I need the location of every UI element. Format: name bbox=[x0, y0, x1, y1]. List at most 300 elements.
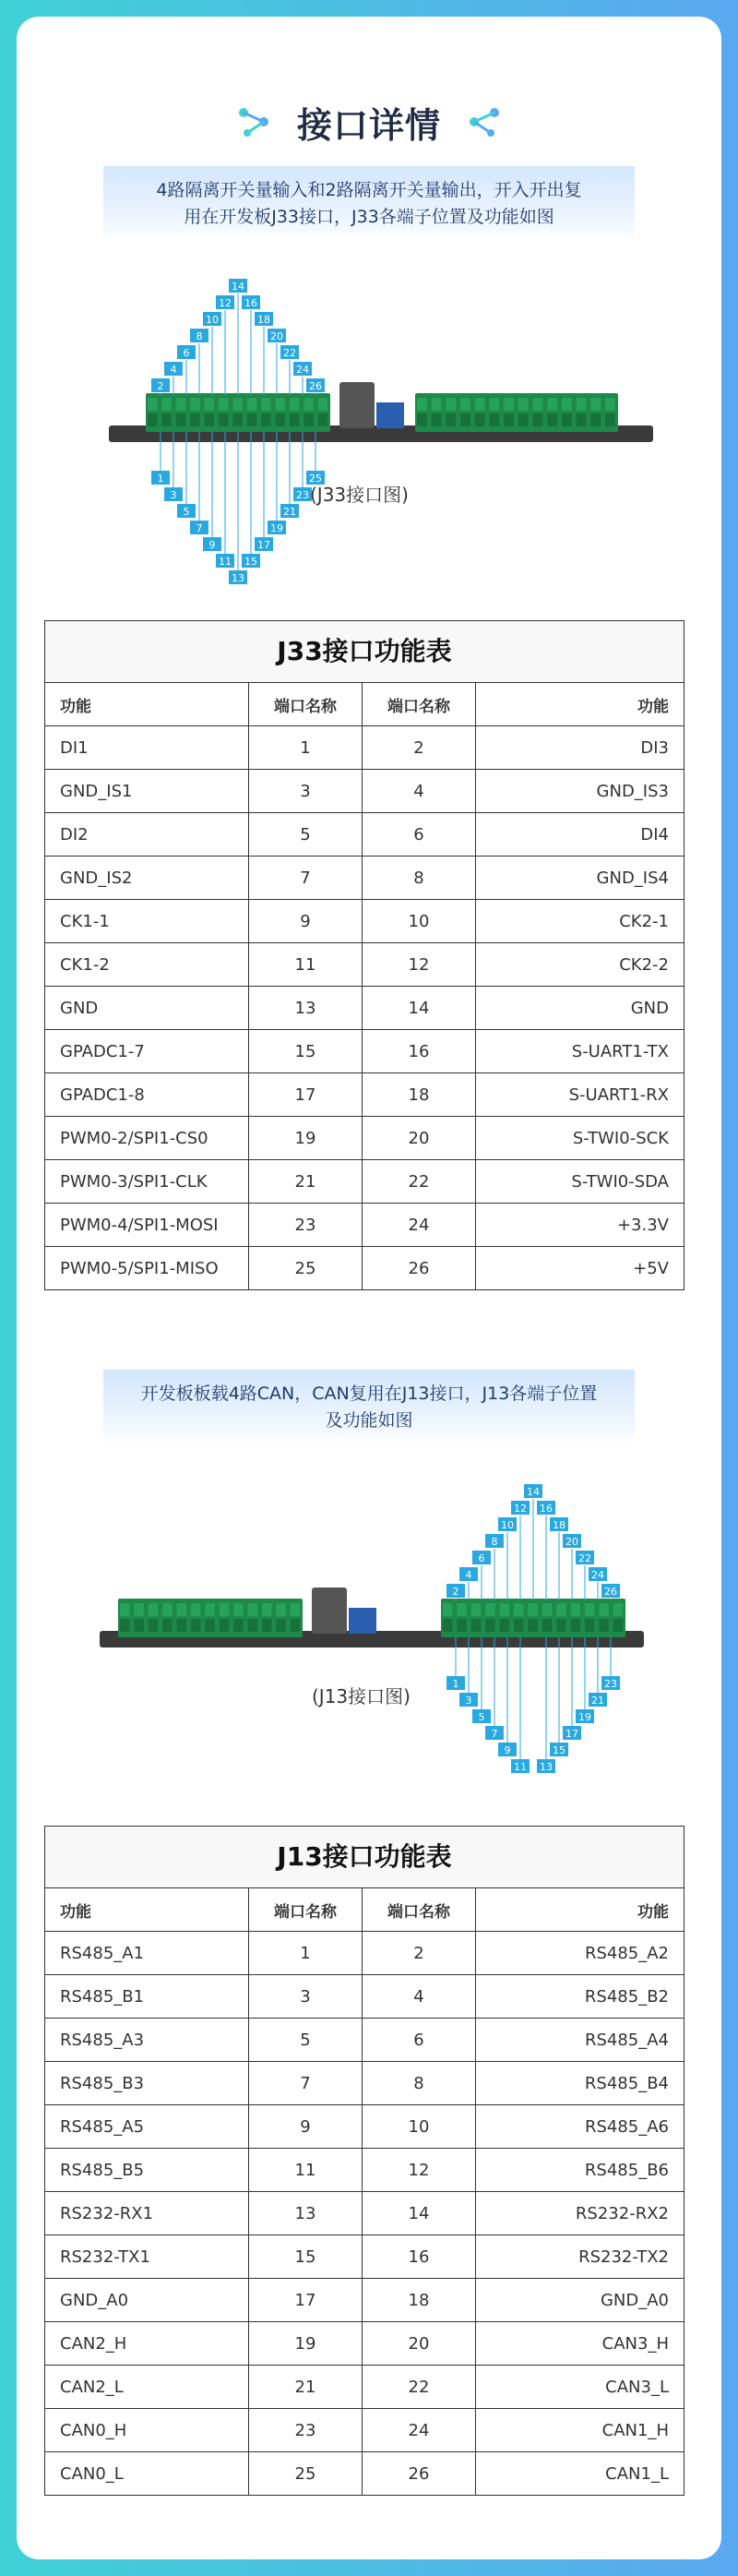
pin-label: 12 bbox=[514, 1503, 527, 1515]
terminal-slot bbox=[446, 413, 456, 426]
terminal-slot bbox=[443, 1619, 452, 1632]
terminal-slot bbox=[504, 398, 514, 411]
terminal-slot bbox=[457, 1619, 466, 1632]
port-left-cell: 11 bbox=[249, 943, 363, 987]
pin-label: 6 bbox=[478, 1552, 485, 1564]
port-right-cell: 2 bbox=[363, 1932, 476, 1975]
terminal-slot bbox=[577, 398, 587, 411]
component-port bbox=[349, 1608, 376, 1634]
terminal-slot bbox=[134, 1619, 143, 1632]
j13-table-header-row bbox=[45, 1888, 684, 1932]
terminal-slot bbox=[533, 398, 543, 411]
terminal-slot bbox=[514, 1603, 523, 1616]
pin-label: 14 bbox=[232, 281, 244, 293]
molecule-icon-left bbox=[236, 103, 273, 140]
pin-label: 24 bbox=[296, 364, 309, 376]
function-left-cell: GND_IS2 bbox=[45, 857, 249, 900]
table-row bbox=[45, 726, 684, 770]
port-left-cell: 21 bbox=[249, 1160, 363, 1204]
pin-label: 2 bbox=[452, 1586, 459, 1598]
pin-label: 13 bbox=[540, 1761, 553, 1773]
function-left-cell: RS232-TX1 bbox=[45, 2235, 249, 2279]
port-left-cell: 5 bbox=[249, 813, 363, 857]
terminal-slot bbox=[162, 1619, 172, 1632]
terminal-slot bbox=[460, 413, 470, 426]
function-left-cell: GND_IS1 bbox=[45, 770, 249, 813]
port-left-cell: 19 bbox=[249, 1117, 363, 1160]
section1-note-line2: 用在开发板J33接口，J33各端子位置及功能如图 bbox=[184, 207, 554, 227]
port-right-cell: 26 bbox=[363, 1247, 476, 1290]
terminal-slot bbox=[233, 1603, 243, 1616]
terminal-slot bbox=[542, 1619, 552, 1632]
terminal-slot bbox=[176, 413, 185, 426]
port-left-cell: 7 bbox=[249, 857, 363, 900]
terminal-slot bbox=[590, 413, 601, 426]
pin-label: 6 bbox=[183, 347, 190, 359]
function-right-cell: CK2-1 bbox=[476, 900, 684, 943]
terminal-slot bbox=[191, 1603, 200, 1616]
port-right-cell: 10 bbox=[363, 2105, 476, 2149]
j13-function-table bbox=[44, 1826, 684, 2496]
j13-bottom-pin-labels bbox=[446, 1637, 620, 1773]
header-port-left: 端口名称 bbox=[249, 683, 363, 726]
terminal-slot bbox=[232, 413, 242, 426]
function-left-cell: RS232-RX1 bbox=[45, 2192, 249, 2235]
function-right-cell: RS485_B2 bbox=[476, 1975, 684, 2019]
pin-label: 8 bbox=[196, 330, 203, 342]
function-right-cell: DI4 bbox=[476, 813, 684, 857]
terminal-slot bbox=[443, 1603, 452, 1616]
terminal-slot bbox=[219, 398, 228, 411]
header-port-right: 端口名称 bbox=[363, 683, 476, 726]
terminal-slot bbox=[490, 398, 500, 411]
port-right-cell: 20 bbox=[363, 2322, 476, 2366]
terminal-slot bbox=[518, 398, 529, 411]
port-left-cell: 17 bbox=[249, 2279, 363, 2322]
terminal-slot bbox=[276, 398, 285, 411]
table-row bbox=[45, 1030, 684, 1073]
section1-note bbox=[103, 166, 635, 242]
terminal-slot bbox=[177, 1619, 186, 1632]
terminal-slot bbox=[599, 1603, 608, 1616]
port-right-cell: 16 bbox=[363, 2235, 476, 2279]
header-function-left: 功能 bbox=[45, 1888, 249, 1932]
terminal-slot bbox=[276, 413, 285, 426]
terminal-slot bbox=[134, 1603, 143, 1616]
pin-label: 26 bbox=[309, 380, 322, 392]
function-right-cell: GND_IS3 bbox=[476, 770, 684, 813]
terminal-slot bbox=[556, 1603, 565, 1616]
terminal-slot bbox=[533, 413, 543, 426]
pin-label: 9 bbox=[208, 539, 216, 551]
port-left-cell: 9 bbox=[249, 2105, 363, 2149]
terminal-slot bbox=[500, 1619, 509, 1632]
terminal-slot bbox=[475, 398, 485, 411]
j33-caption: (J33接口图) bbox=[310, 484, 409, 506]
port-left-cell: 1 bbox=[249, 1932, 363, 1975]
port-right-cell: 18 bbox=[363, 2279, 476, 2322]
terminal-slot bbox=[318, 413, 327, 426]
pin-label: 23 bbox=[296, 489, 309, 501]
terminal-slot bbox=[432, 413, 442, 426]
port-left-cell: 15 bbox=[249, 2235, 363, 2279]
molecule-icon-right bbox=[465, 103, 502, 140]
j33-bottom-pin-labels bbox=[151, 432, 325, 584]
section2-note-line2: 及功能如图 bbox=[325, 1410, 413, 1431]
pin-label: 4 bbox=[465, 1569, 472, 1581]
pin-label: 2 bbox=[157, 380, 164, 392]
function-left-cell: PWM0-2/SPI1-CS0 bbox=[45, 1117, 249, 1160]
function-right-cell: CAN3_H bbox=[476, 2322, 684, 2366]
terminal-slot bbox=[457, 1603, 466, 1616]
port-left-cell: 25 bbox=[249, 1247, 363, 1290]
port-left-cell: 23 bbox=[249, 2409, 363, 2452]
function-left-cell: CAN2_L bbox=[45, 2366, 249, 2409]
terminal-slot bbox=[219, 413, 228, 426]
pin-label: 22 bbox=[283, 347, 296, 359]
terminal-slot bbox=[120, 1603, 129, 1616]
table-row bbox=[45, 2322, 684, 2366]
port-left-cell: 13 bbox=[249, 987, 363, 1030]
function-right-cell: GND_A0 bbox=[476, 2279, 684, 2322]
function-right-cell: +3.3V bbox=[476, 1204, 684, 1247]
terminal-slot bbox=[417, 398, 427, 411]
port-right-cell: 12 bbox=[363, 943, 476, 987]
terminal-slot bbox=[605, 413, 615, 426]
pin-label: 18 bbox=[257, 314, 270, 326]
function-left-cell: GND bbox=[45, 987, 249, 1030]
pin-label: 23 bbox=[604, 1678, 617, 1690]
function-right-cell: S-UART1-TX bbox=[476, 1030, 684, 1073]
terminal-slot bbox=[605, 398, 615, 411]
table-row bbox=[45, 2452, 684, 2496]
terminal-slot bbox=[261, 398, 270, 411]
pin-label: 1 bbox=[452, 1678, 459, 1690]
terminal-slot bbox=[148, 413, 157, 426]
terminal-slot bbox=[176, 398, 185, 411]
table-row bbox=[45, 2105, 684, 2149]
port-left-cell: 7 bbox=[249, 2062, 363, 2105]
terminal-slot bbox=[556, 1619, 565, 1632]
terminal-slot bbox=[471, 1619, 481, 1632]
j33-table-title: J33接口功能表 bbox=[44, 620, 684, 682]
pin-label: 25 bbox=[309, 473, 322, 485]
table-row bbox=[45, 2279, 684, 2322]
terminal-slot bbox=[547, 413, 557, 426]
function-left-cell: RS485_B1 bbox=[45, 1975, 249, 2019]
port-left-cell: 19 bbox=[249, 2322, 363, 2366]
function-right-cell: RS485_A6 bbox=[476, 2105, 684, 2149]
function-left-cell: PWM0-5/SPI1-MISO bbox=[45, 1247, 249, 1290]
terminal-slot bbox=[290, 413, 299, 426]
section2-note-line1: 开发板板载4路CAN，CAN复用在J13接口，J13各端子位置 bbox=[140, 1384, 598, 1404]
terminal-slot bbox=[528, 1603, 537, 1616]
pin-label: 13 bbox=[232, 572, 244, 584]
port-left-cell: 23 bbox=[249, 1204, 363, 1247]
second-terminal-block bbox=[415, 393, 618, 432]
terminal-slot bbox=[417, 413, 427, 426]
function-right-cell: S-TWI0-SDA bbox=[476, 1160, 684, 1204]
function-left-cell: GPADC1-7 bbox=[45, 1030, 249, 1073]
terminal-slot bbox=[518, 413, 529, 426]
terminal-slot bbox=[291, 1603, 300, 1616]
j33-board-illustration bbox=[90, 273, 662, 624]
pin-label: 20 bbox=[565, 1536, 578, 1548]
j13-caption: (J13接口图) bbox=[312, 1685, 411, 1707]
header-function-left: 功能 bbox=[45, 683, 249, 726]
component-chip bbox=[339, 382, 375, 428]
function-right-cell: RS485_B4 bbox=[476, 2062, 684, 2105]
page-title: 接口详情 bbox=[296, 104, 441, 146]
table-row bbox=[45, 813, 684, 857]
terminal-slot bbox=[120, 1619, 129, 1632]
pin-label: 7 bbox=[491, 1728, 498, 1740]
terminal-slot bbox=[162, 1603, 172, 1616]
function-right-cell: CK2-2 bbox=[476, 943, 684, 987]
terminal-slot bbox=[514, 1619, 523, 1632]
terminal-slot bbox=[220, 1603, 229, 1616]
port-left-cell: 1 bbox=[249, 726, 363, 770]
port-left-cell: 5 bbox=[249, 2019, 363, 2062]
pin-label: 19 bbox=[578, 1711, 591, 1723]
port-left-cell: 3 bbox=[249, 770, 363, 813]
pin-label: 17 bbox=[257, 539, 270, 551]
table-row bbox=[45, 2235, 684, 2279]
terminal-slot bbox=[276, 1603, 285, 1616]
terminal-slot bbox=[500, 1603, 509, 1616]
pin-label: 10 bbox=[206, 314, 219, 326]
port-right-cell: 8 bbox=[363, 2062, 476, 2105]
terminal-slot bbox=[577, 413, 587, 426]
terminal-slot bbox=[161, 398, 171, 411]
terminal-slot bbox=[585, 1619, 594, 1632]
function-right-cell: RS232-TX2 bbox=[476, 2235, 684, 2279]
terminal-slot bbox=[233, 1619, 243, 1632]
table-row bbox=[45, 900, 684, 943]
terminal-slot bbox=[446, 398, 456, 411]
pin-label: 11 bbox=[514, 1761, 527, 1773]
terminal-slot bbox=[161, 413, 171, 426]
port-right-cell: 6 bbox=[363, 813, 476, 857]
port-right-cell: 22 bbox=[363, 1160, 476, 1204]
table-row bbox=[45, 1117, 684, 1160]
table-row bbox=[45, 1975, 684, 2019]
section1-note-line1: 4路隔离开关量输入和2路隔离开关量输出，开入开出复 bbox=[156, 180, 582, 200]
table-row bbox=[45, 1932, 684, 1975]
function-left-cell: PWM0-3/SPI1-CLK bbox=[45, 1160, 249, 1204]
terminal-slot bbox=[232, 398, 242, 411]
terminal-slot bbox=[485, 1619, 494, 1632]
table-row bbox=[45, 2192, 684, 2235]
table-row bbox=[45, 1073, 684, 1117]
terminal-slot bbox=[318, 398, 327, 411]
function-right-cell: RS485_A4 bbox=[476, 2019, 684, 2062]
terminal-slot bbox=[191, 1619, 200, 1632]
function-right-cell: DI3 bbox=[476, 726, 684, 770]
pin-label: 3 bbox=[465, 1695, 472, 1707]
section2-note bbox=[103, 1370, 635, 1445]
terminal-slot bbox=[504, 413, 514, 426]
terminal-slot bbox=[291, 1619, 300, 1632]
function-left-cell: CK1-1 bbox=[45, 900, 249, 943]
terminal-slot bbox=[571, 1619, 580, 1632]
pin-label: 26 bbox=[604, 1586, 617, 1598]
function-left-cell: CK1-2 bbox=[45, 943, 249, 987]
function-left-cell: RS485_A1 bbox=[45, 1932, 249, 1975]
pin-label: 19 bbox=[270, 522, 283, 534]
port-left-cell: 25 bbox=[249, 2452, 363, 2496]
port-left-cell: 17 bbox=[249, 1073, 363, 1117]
function-left-cell: PWM0-4/SPI1-MOSI bbox=[45, 1204, 249, 1247]
function-left-cell: RS485_A5 bbox=[45, 2105, 249, 2149]
pin-label: 24 bbox=[591, 1569, 604, 1581]
j33-function-table bbox=[44, 620, 684, 1290]
pin-label: 10 bbox=[501, 1519, 514, 1531]
terminal-slot bbox=[262, 1603, 271, 1616]
header-port-right: 端口名称 bbox=[363, 1888, 476, 1932]
terminal-slot bbox=[149, 1619, 158, 1632]
terminal-slot bbox=[261, 413, 270, 426]
port-right-cell: 4 bbox=[363, 1975, 476, 2019]
j13-board-illustration bbox=[90, 1479, 662, 1829]
terminal-slot bbox=[542, 1603, 552, 1616]
pin-label: 3 bbox=[170, 489, 177, 501]
table-row bbox=[45, 2019, 684, 2062]
port-right-cell: 22 bbox=[363, 2366, 476, 2409]
function-left-cell: GPADC1-8 bbox=[45, 1073, 249, 1117]
terminal-slot bbox=[177, 1603, 186, 1616]
terminal-slot bbox=[460, 398, 470, 411]
terminal-slot bbox=[547, 398, 557, 411]
terminal-slot bbox=[562, 413, 572, 426]
terminal-slot bbox=[262, 1619, 271, 1632]
function-right-cell: RS232-RX2 bbox=[476, 2192, 684, 2235]
terminal-slot bbox=[528, 1619, 537, 1632]
function-left-cell: CAN0_L bbox=[45, 2452, 249, 2496]
function-right-cell: S-TWI0-SCK bbox=[476, 1117, 684, 1160]
pin-label: 4 bbox=[170, 364, 177, 376]
terminal-slot bbox=[304, 413, 313, 426]
j13-table-title: J13接口功能表 bbox=[44, 1826, 684, 1887]
terminal-slot bbox=[590, 398, 601, 411]
table-row bbox=[45, 1204, 684, 1247]
header-port-left: 端口名称 bbox=[249, 1888, 363, 1932]
terminal-slot bbox=[247, 413, 256, 426]
port-right-cell: 18 bbox=[363, 1073, 476, 1117]
header-function-right: 功能 bbox=[476, 683, 684, 726]
pin-label: 12 bbox=[219, 297, 232, 309]
port-right-cell: 20 bbox=[363, 1117, 476, 1160]
pin-label: 14 bbox=[527, 1486, 540, 1498]
port-right-cell: 16 bbox=[363, 1030, 476, 1073]
function-left-cell: RS485_B3 bbox=[45, 2062, 249, 2105]
terminal-slot bbox=[190, 413, 199, 426]
terminal-slot bbox=[248, 1619, 257, 1632]
function-left-cell: RS485_B5 bbox=[45, 2149, 249, 2192]
table-row bbox=[45, 987, 684, 1030]
title-row bbox=[17, 94, 721, 150]
pin-label: 16 bbox=[540, 1503, 553, 1515]
pin-label: 21 bbox=[591, 1695, 604, 1707]
terminal-slot bbox=[276, 1619, 285, 1632]
terminal-slot bbox=[613, 1603, 623, 1616]
pin-label: 1 bbox=[157, 473, 164, 485]
terminal-slot bbox=[432, 398, 442, 411]
function-left-cell: DI1 bbox=[45, 726, 249, 770]
terminal-slot bbox=[490, 413, 500, 426]
terminal-slot bbox=[149, 1603, 158, 1616]
terminal-slot bbox=[571, 1603, 580, 1616]
terminal-slot bbox=[148, 398, 157, 411]
terminal-slot bbox=[485, 1603, 494, 1616]
function-right-cell: S-UART1-RX bbox=[476, 1073, 684, 1117]
port-right-cell: 4 bbox=[363, 770, 476, 813]
function-right-cell: GND_IS4 bbox=[476, 857, 684, 900]
function-right-cell: +5V bbox=[476, 1247, 684, 1290]
function-left-cell: CAN2_H bbox=[45, 2322, 249, 2366]
table-row bbox=[45, 2409, 684, 2452]
function-right-cell: CAN3_L bbox=[476, 2366, 684, 2409]
table-row bbox=[45, 2149, 684, 2192]
component-port bbox=[376, 402, 404, 428]
port-right-cell: 8 bbox=[363, 857, 476, 900]
port-right-cell: 14 bbox=[363, 2192, 476, 2235]
pin-label: 5 bbox=[183, 506, 190, 518]
port-right-cell: 2 bbox=[363, 726, 476, 770]
pin-label: 16 bbox=[244, 297, 257, 309]
pin-label: 11 bbox=[219, 556, 232, 568]
content-card bbox=[17, 17, 721, 2559]
port-right-cell: 6 bbox=[363, 2019, 476, 2062]
pin-label: 9 bbox=[504, 1744, 511, 1756]
terminal-slot bbox=[205, 413, 214, 426]
function-right-cell: CAN1_H bbox=[476, 2409, 684, 2452]
terminal-slot bbox=[190, 398, 199, 411]
port-right-cell: 14 bbox=[363, 987, 476, 1030]
port-left-cell: 3 bbox=[249, 1975, 363, 2019]
terminal-slot bbox=[599, 1619, 608, 1632]
header-function-right: 功能 bbox=[476, 1888, 684, 1932]
j33-top-pin-labels bbox=[151, 279, 325, 395]
function-left-cell: RS485_A3 bbox=[45, 2019, 249, 2062]
terminal-slot bbox=[562, 398, 572, 411]
function-left-cell: DI2 bbox=[45, 813, 249, 857]
pin-label: 21 bbox=[283, 506, 296, 518]
pin-label: 5 bbox=[478, 1711, 485, 1723]
table-row bbox=[45, 2062, 684, 2105]
terminal-slot bbox=[290, 398, 299, 411]
function-right-cell: CAN1_L bbox=[476, 2452, 684, 2496]
pin-label: 15 bbox=[553, 1744, 565, 1756]
terminal-slot bbox=[205, 398, 214, 411]
j13-top-pin-labels bbox=[446, 1484, 620, 1600]
table-row bbox=[45, 943, 684, 987]
port-right-cell: 24 bbox=[363, 1204, 476, 1247]
port-right-cell: 12 bbox=[363, 2149, 476, 2192]
terminal-slot bbox=[205, 1619, 214, 1632]
function-right-cell: RS485_B6 bbox=[476, 2149, 684, 2192]
pin-label: 20 bbox=[270, 330, 283, 342]
pin-label: 8 bbox=[491, 1536, 498, 1548]
terminal-slot bbox=[220, 1619, 229, 1632]
pin-label: 15 bbox=[244, 556, 257, 568]
function-left-cell: GND_A0 bbox=[45, 2279, 249, 2322]
terminal-slot bbox=[205, 1603, 214, 1616]
pin-label: 22 bbox=[578, 1552, 591, 1564]
terminal-slot bbox=[471, 1603, 481, 1616]
port-left-cell: 15 bbox=[249, 1030, 363, 1073]
function-left-cell: CAN0_H bbox=[45, 2409, 249, 2452]
